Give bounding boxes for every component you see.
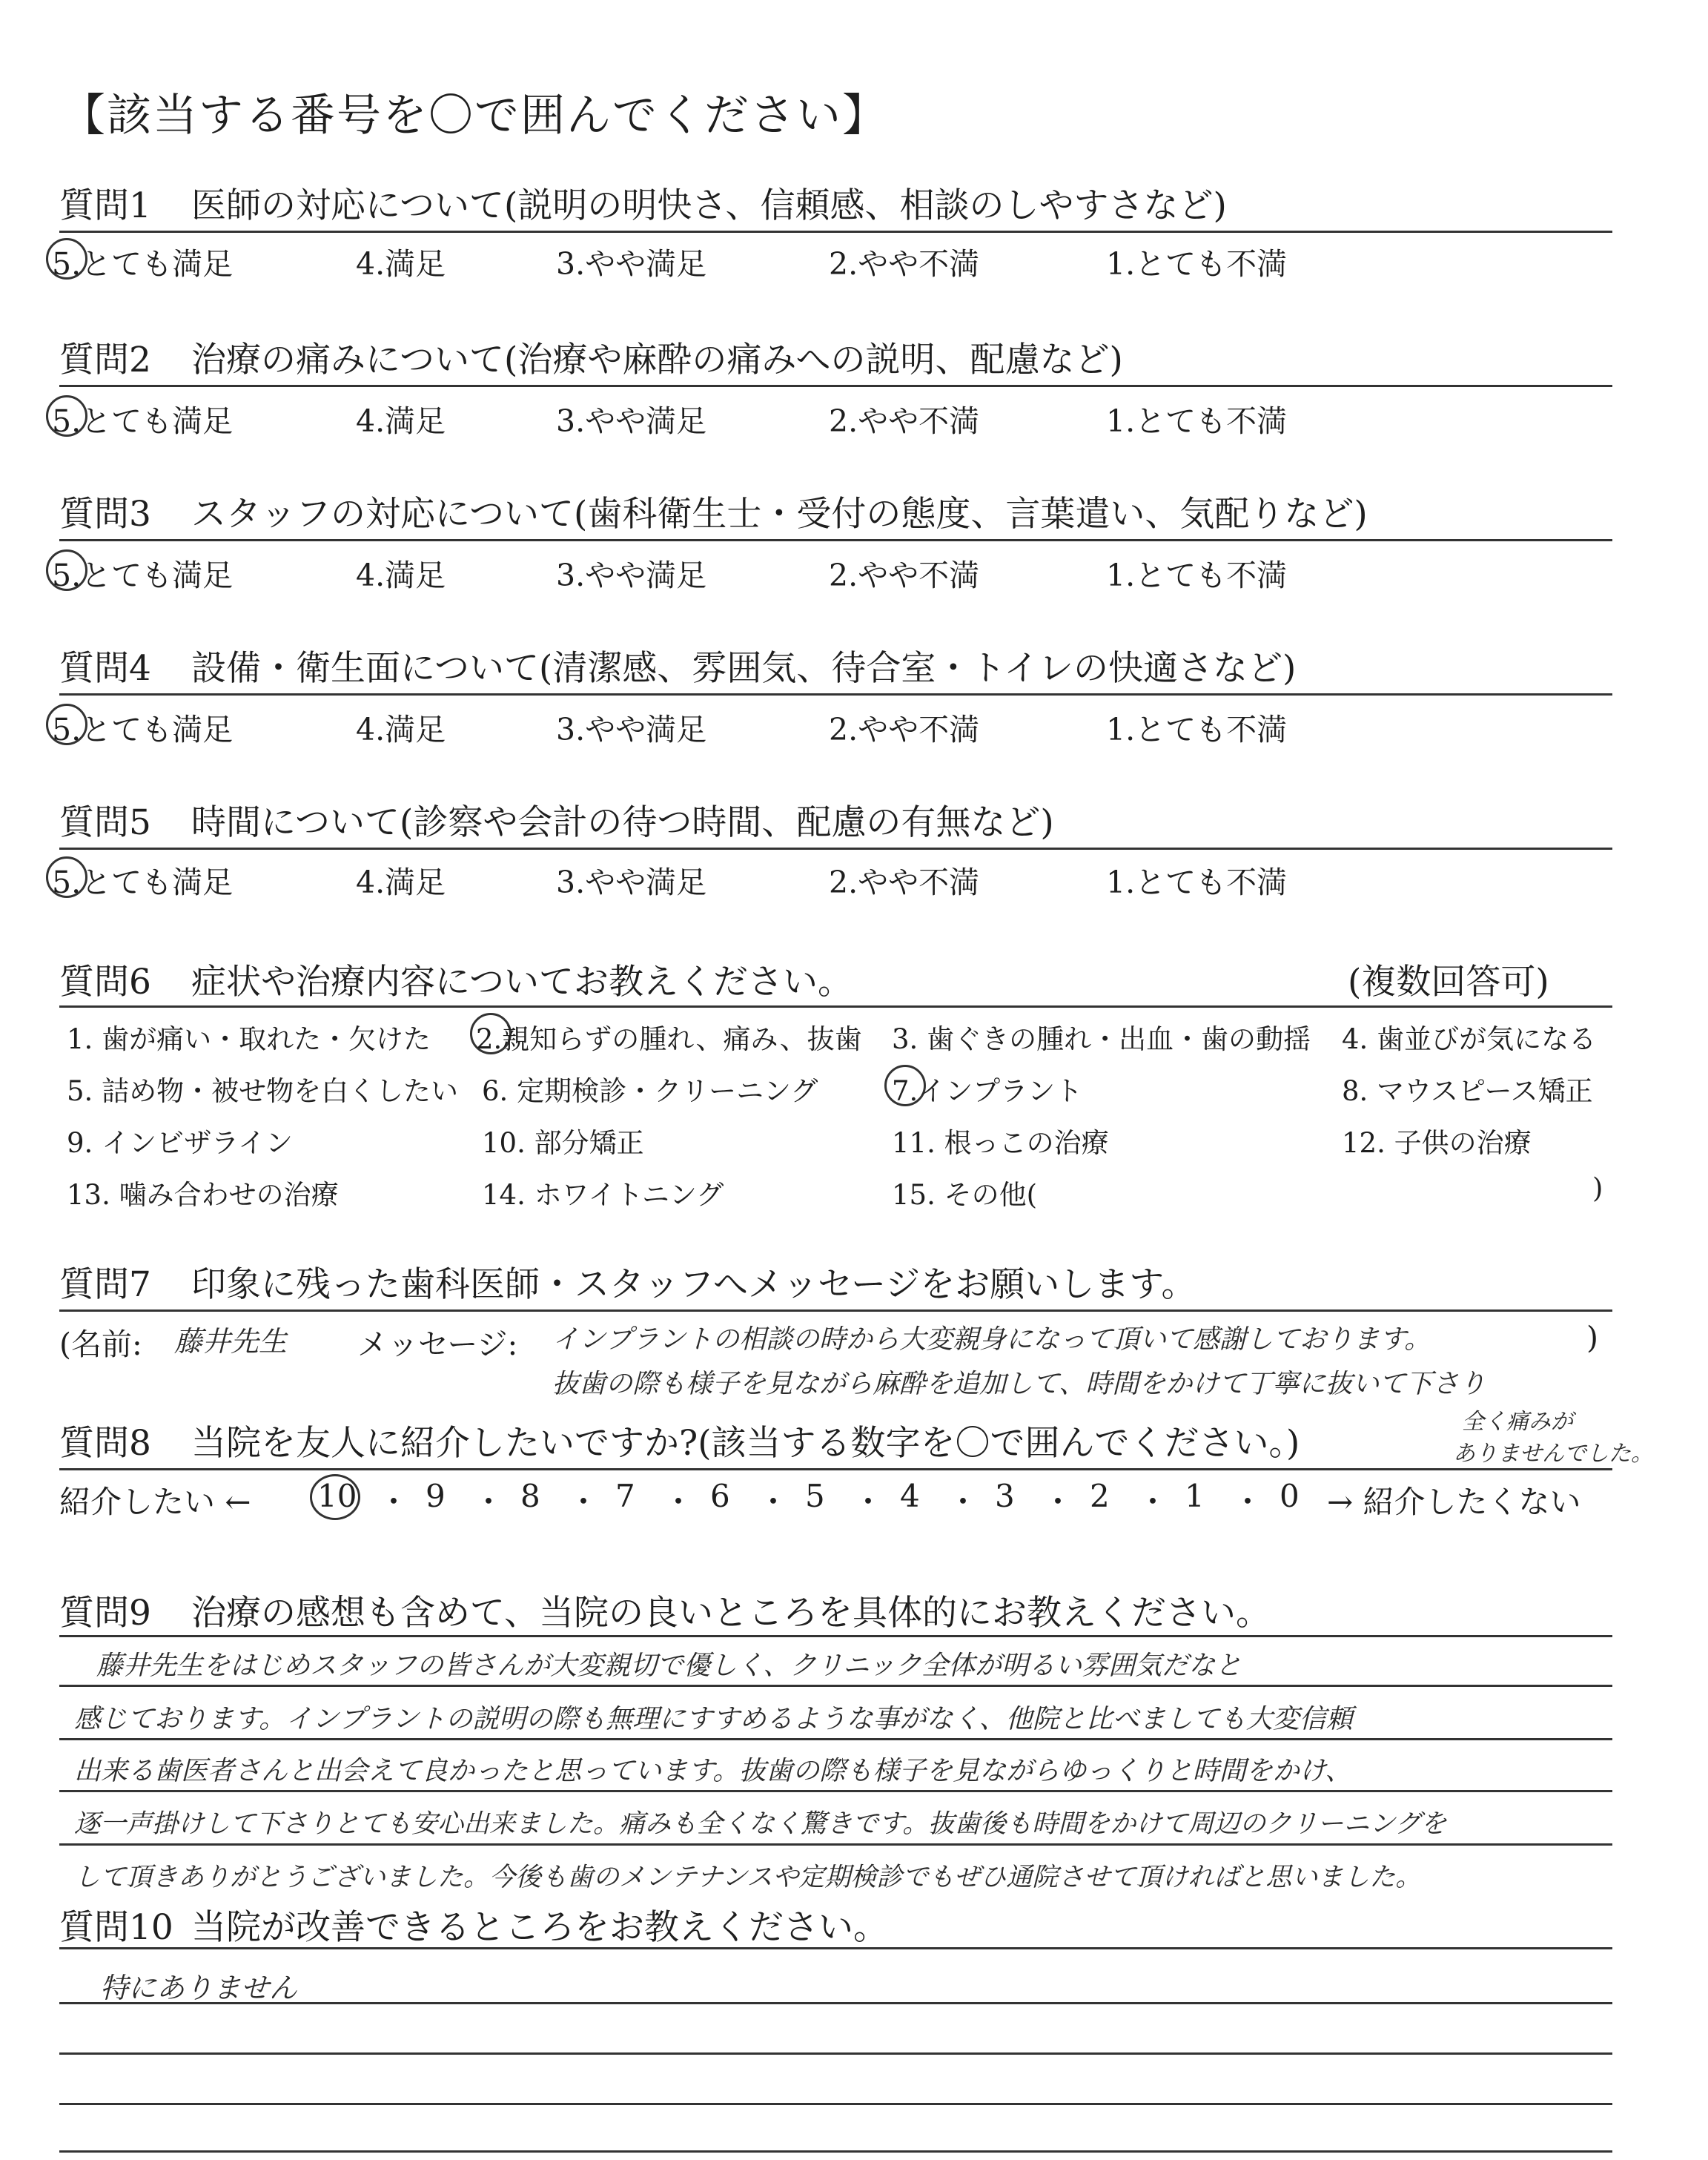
question-6-heading [59,954,853,1004]
question-number: 質問6 [59,962,151,1003]
q6-option[interactable]: 6. 定期検診・クリーニング [482,1075,818,1107]
q6-option[interactable]: 15. その他( [892,1179,1038,1211]
scale-number[interactable]: 10 [317,1478,357,1514]
q6-option[interactable]: 11. 根っこの治療 [892,1127,1109,1159]
q9-handwritten-line[interactable]: 出来る歯医者さんと出会えて良かったと思っています。抜歯の際も様子を見ながらゆっくりと時間をかけ、 [74,1756,1352,1786]
scale-dot: ・ [473,1484,505,1520]
q6-option[interactable]: 8. マウスピース矯正 [1342,1075,1593,1107]
name-handwritten[interactable]: 藤井先生 [174,1325,288,1358]
scale-dot: ・ [568,1484,600,1520]
scale-number[interactable]: 2 [1090,1478,1110,1514]
message-label: メッセージ: [357,1327,518,1362]
rating-option[interactable]: 4.満足 [356,712,446,747]
scale-number[interactable]: 0 [1280,1478,1300,1514]
question-text: 時間について(診察や会計の待つ時間、配慮の有無など) [191,802,1054,843]
rating-option[interactable]: 2.やや不満 [829,558,980,593]
rating-option[interactable]: 4.満足 [356,403,446,439]
rating-option[interactable]: 3.やや満足 [556,712,707,747]
question-number: 質問10 [59,1907,173,1948]
answer-line [59,1843,1612,1846]
question-number: 質問3 [59,494,151,535]
rating-option[interactable]: 2.やや不満 [829,865,980,900]
q6-option[interactable]: 4. 歯並びが気になる [1342,1023,1597,1055]
question-7-heading [59,1257,1196,1307]
q6-option[interactable]: 12. 子供の治療 [1342,1127,1532,1159]
scale-number[interactable]: 4 [900,1478,920,1514]
rating-option[interactable]: 1.とても不満 [1106,403,1288,439]
divider [59,1947,1612,1949]
rating-option[interactable]: 2.やや不満 [829,403,980,439]
question-number: 質問2 [59,340,151,380]
question-text: 症状や治療内容についてお教えください。 [191,962,853,1003]
scale-number[interactable]: 3 [995,1478,1015,1514]
message-close-paren: ) [1586,1320,1598,1355]
q6-option[interactable]: 14. ホワイトニング [482,1179,724,1211]
question-text: 医師の対応について(説明の明快さ、信頼感、相談のしやすさなど) [191,185,1227,226]
q10-handwritten-answer[interactable]: 特にありません [100,1972,298,2004]
scale-number[interactable]: 6 [710,1478,730,1514]
question-text: 治療の痛みについて(治療や麻酔の痛みへの説明、配慮など) [191,340,1123,380]
scale-dot: ・ [378,1484,410,1520]
divider [59,1309,1612,1312]
rating-option[interactable]: 1.とても不満 [1106,558,1288,593]
recommend-right-label: → 紹介したくない [1327,1484,1581,1520]
question-number: 質問8 [59,1423,151,1464]
scale-dot: ・ [663,1484,695,1520]
scale-dot: ・ [1137,1484,1169,1520]
answer-line [59,1685,1612,1687]
multiple-answers-note: (複数回答可) [1348,962,1549,1003]
q6-option[interactable]: 5. 詰め物・被せ物を白くしたい [67,1075,459,1107]
q9-handwritten-line[interactable]: 逐一声掛けして下さりとても安心出来ました。痛みも全くなく驚きです。抜歯後も時間をかけて周辺のクリーニングを [74,1809,1447,1839]
scale-number[interactable]: 5 [805,1478,825,1514]
message-handwritten-line-1[interactable]: インプラントの相談の時から大変親身になって頂いて感謝しております。 [552,1324,1431,1355]
answer-line [59,2002,1612,2004]
q6-option[interactable]: 1. 歯が痛い・取れた・欠けた [67,1023,431,1055]
divider [59,1468,1612,1470]
question-text: 治療の感想も含めて、当院の良いところを具体的にお教えください。 [191,1593,1271,1634]
scale-dot: ・ [947,1484,979,1520]
scale-dot: ・ [853,1484,884,1520]
question-number: 質問9 [59,1593,151,1634]
rating-option[interactable]: 3.やや満足 [556,403,707,439]
rating-option[interactable]: 3.やや満足 [556,246,707,282]
message-handwritten-margin-1: 全く痛みが [1462,1409,1573,1435]
rating-option[interactable]: 4.満足 [356,558,446,593]
q9-handwritten-line[interactable]: して頂きありがとうございました。今後も歯のメンテナンスや定期検診でもぜひ通院させて頂ければと思いました。 [74,1863,1422,1892]
q6-option[interactable]: 13. 噛み合わせの治療 [67,1179,339,1211]
answer-line [59,1738,1612,1740]
question-text: スタッフの対応について(歯科衛生士・受付の態度、言葉遣い、気配りなど) [191,494,1368,535]
question-1-heading [59,178,1227,228]
answer-line [59,2103,1612,2105]
question-text: 当院を友人に紹介したいですか?(該当する数字を〇で囲んでください。) [191,1423,1300,1464]
q6-option[interactable]: 2.親知らずの腫れ、痛み、抜歯 [476,1023,862,1055]
divider [59,231,1612,233]
name-label: (名前: [59,1327,142,1362]
scale-dot: ・ [758,1484,790,1520]
q6-option[interactable]: 3. 歯ぐきの腫れ・出血・歯の動揺 [892,1023,1311,1055]
instruction-heading: 【該当する番号を〇で囲んでください】 [61,90,888,142]
scale-dot: ・ [1042,1484,1074,1520]
rating-option[interactable]: 4.満足 [356,865,446,900]
question-4-heading [59,641,1296,690]
question-9-heading [59,1585,1271,1635]
answer-line [59,1790,1612,1792]
rating-option[interactable]: 1.とても不満 [1106,712,1288,747]
divider [59,1005,1612,1008]
question-text: 当院が改善できるところをお教えください。 [191,1907,888,1948]
divider [59,1635,1612,1637]
q6-option[interactable]: 9. インビザライン [67,1127,293,1159]
q6-option[interactable]: 7.インプラント [892,1075,1083,1107]
rating-option[interactable]: 4.満足 [356,246,446,282]
divider [59,385,1612,387]
question-8-heading [59,1416,1300,1465]
question-number: 質問5 [59,802,151,843]
question-2-heading [59,332,1123,382]
q6-option[interactable]: 10. 部分矯正 [482,1127,644,1159]
message-handwritten-line-2[interactable]: 抜歯の際も様子を見ながら麻酔を追加して、時間をかけて丁寧に抜いて下さり [552,1369,1486,1399]
answer-line [59,2052,1612,2055]
other-close-paren: ) [1592,1172,1603,1204]
rating-option[interactable]: 5.とても満足 [52,712,234,747]
question-number: 質問4 [59,648,151,689]
rating-option[interactable]: 5.とても満足 [52,865,234,900]
question-5-heading [59,795,1054,845]
question-3-heading [59,486,1368,536]
rating-option[interactable]: 1.とても不満 [1106,246,1288,282]
rating-option[interactable]: 3.やや満足 [556,558,707,593]
scale-number[interactable]: 9 [426,1478,446,1514]
question-text: 設備・衛生面について(清潔感、雰囲気、待合室・トイレの快適さなど) [191,648,1297,689]
answer-line [59,2150,1612,2153]
divider [59,848,1612,850]
rating-option[interactable]: 1.とても不満 [1106,865,1288,900]
question-10-heading [59,1900,888,1949]
question-number: 質問1 [59,185,151,226]
divider [59,693,1612,696]
q9-handwritten-line[interactable]: 感じております。インプラントの説明の際も無理にすすめるような事がなく、他院と比べましても大変信頼 [74,1704,1353,1734]
rating-option[interactable]: 2.やや不満 [829,712,980,747]
q9-handwritten-line[interactable]: 藤井先生をはじめスタッフの皆さんが大変親切で優しく、クリニック全体が明るい雰囲気だなと [96,1651,1242,1681]
divider [59,539,1612,541]
scale-dot: ・ [1232,1484,1264,1520]
message-handwritten-margin-2: ありませんでした。 [1453,1441,1653,1467]
scale-number[interactable]: 1 [1185,1478,1205,1514]
scale-number[interactable]: 8 [520,1478,540,1514]
rating-option[interactable]: 2.やや不満 [829,246,980,282]
rating-option[interactable]: 5.とても満足 [52,246,234,282]
rating-option[interactable]: 5.とても満足 [52,558,234,593]
rating-option[interactable]: 5.とても満足 [52,403,234,439]
rating-option[interactable]: 3.やや満足 [556,865,707,900]
recommend-left-label: 紹介したい ← [59,1484,251,1520]
question-text: 印象に残った歯科医師・スタッフへメッセージをお願いします。 [191,1264,1196,1305]
scale-number[interactable]: 7 [615,1478,635,1514]
question-number: 質問7 [59,1264,151,1305]
